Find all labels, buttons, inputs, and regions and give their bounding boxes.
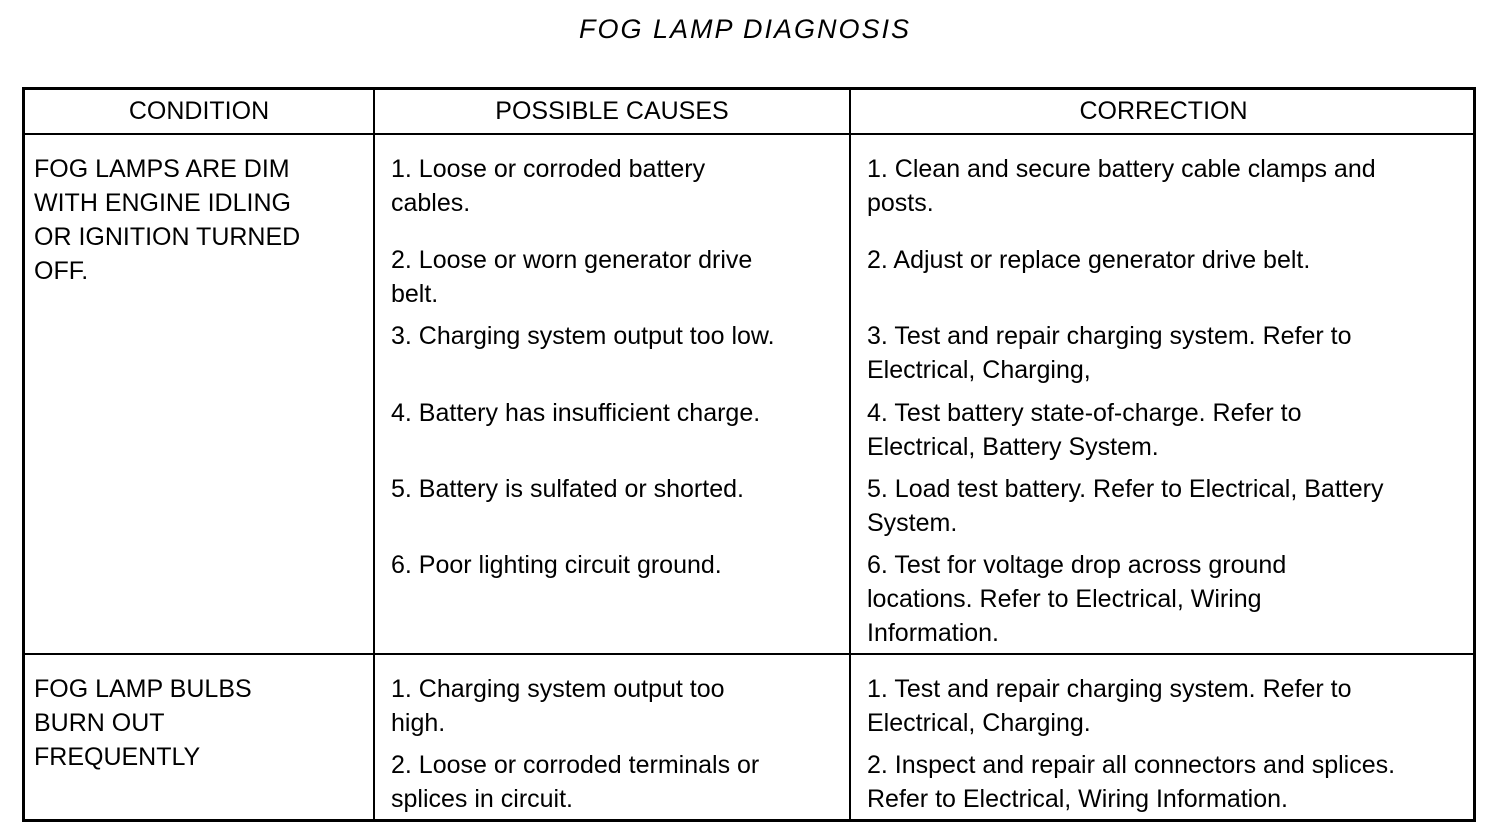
cause-item: 5. Battery is sulfated or shorted.: [391, 475, 744, 503]
cause-item: 2. Loose or corroded terminals or splices in circuit.: [391, 751, 760, 813]
correction-item: 1. Test and repair charging system. Refer to Electrical, Charging.: [867, 675, 1352, 737]
cause-item: 2. Loose or worn generator drive belt.: [391, 246, 753, 308]
correction-item: 4. Test battery state-of-charge. Refer to Electrical, Battery System.: [867, 399, 1302, 461]
header-possible-causes: POSSIBLE CAUSES: [495, 97, 729, 125]
diagnosis-table: [22, 87, 1476, 822]
correction-item: 1. Clean and secure battery cable clamps and posts.: [867, 155, 1376, 217]
correction-item: 6. Test for voltage drop across ground locations. Refer to Electrical, Wiring Information.: [867, 551, 1287, 647]
condition-cell: FOG LAMP BULBS BURN OUT FREQUENTLY: [34, 675, 252, 771]
cause-item: 4. Battery has insufficient charge.: [391, 399, 761, 427]
row-divider: [25, 653, 1473, 655]
correction-item: 2. Inspect and repair all connectors and splices. Refer to Electrical, Wiring Information.: [867, 751, 1396, 813]
cause-item: 1. Charging system output too high.: [391, 675, 725, 737]
page-title: FOG LAMP DIAGNOSIS: [578, 14, 912, 44]
cause-item: 3. Charging system output too low.: [391, 322, 775, 350]
correction-item: 5. Load test battery. Refer to Electrical, Battery System.: [867, 475, 1384, 537]
column-divider: [849, 90, 851, 819]
correction-item: 3. Test and repair charging system. Refer to Electrical, Charging,: [867, 322, 1352, 384]
condition-cell: FOG LAMPS ARE DIM WITH ENGINE IDLING OR IGNITION TURNED OFF.: [34, 155, 301, 285]
cause-item: 6. Poor lighting circuit ground.: [391, 551, 722, 579]
header-condition: CONDITION: [128, 97, 270, 125]
header-correction: CORRECTION: [1079, 97, 1248, 125]
cause-item: 1. Loose or corroded battery cables.: [391, 155, 706, 217]
column-divider: [373, 90, 375, 819]
correction-item: 2. Adjust or replace generator drive belt.: [867, 246, 1311, 274]
